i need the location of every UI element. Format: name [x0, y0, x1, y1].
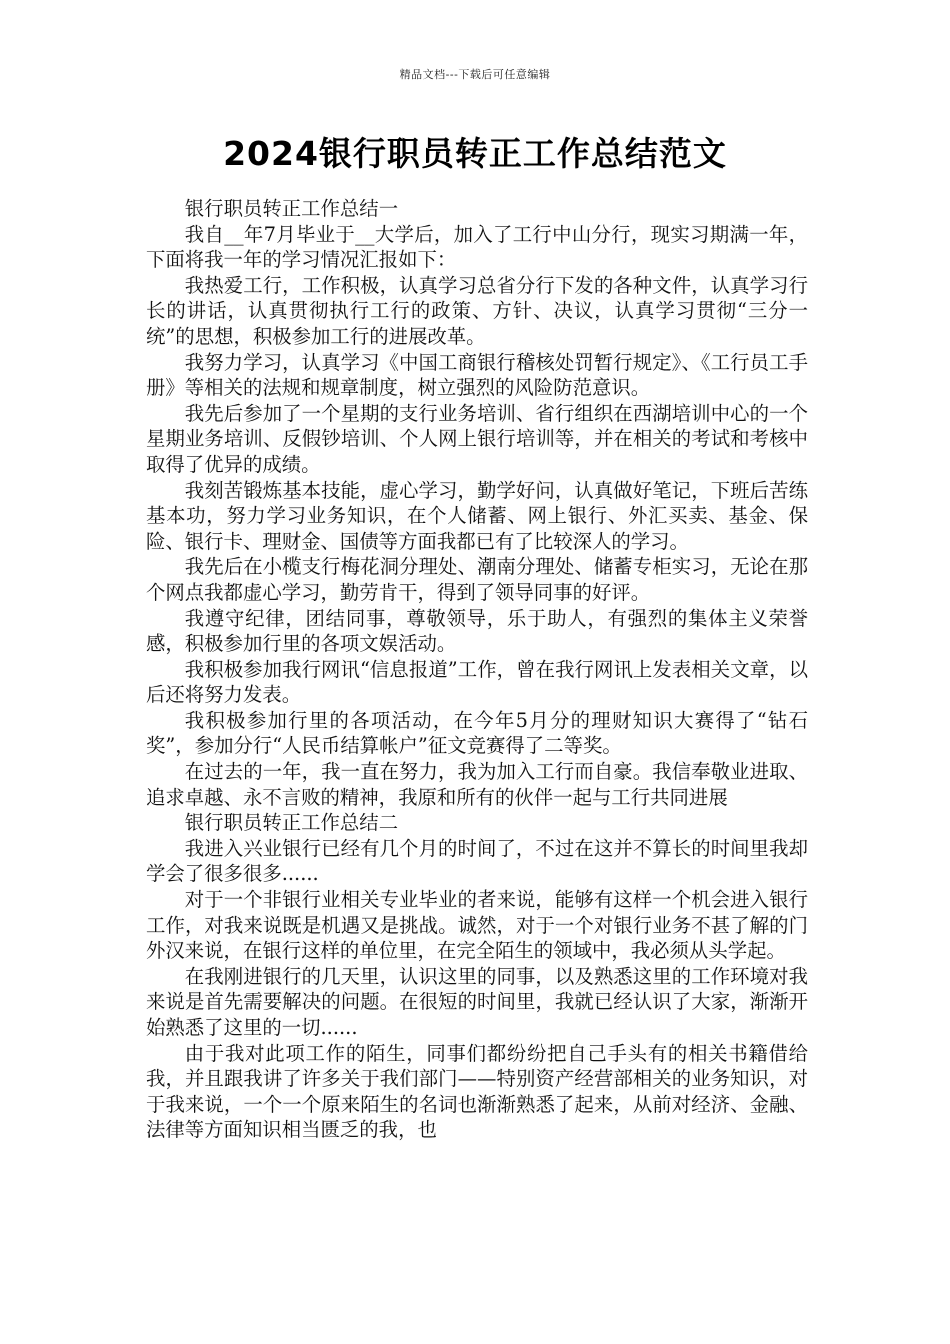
- paragraph: 在我刚进银行的几天里，认识这里的同事，以及熟悉这里的工作环境对我来说是首先需要解决的问题。在很短的时间里，我就已经认识了大家，渐渐开始熟悉了这里的一切......: [146, 964, 808, 1039]
- page-header: 精品文档---下载后可任意编辑: [399, 68, 551, 81]
- paragraph: 我积极参加我行网讯“信息报道”工作，曾在我行网讯上发表相关文章，以后还将努力发表。: [146, 657, 808, 707]
- document-body: [146, 196, 808, 1143]
- section-heading: 银行职员转正工作总结二: [184, 811, 399, 835]
- document-title: 2024银行职员转正工作总结范文: [223, 134, 727, 173]
- paragraph: 对于一个非银行业相关专业毕业的者来说，能够有这样一个机会进入银行工作，对我来说既是机遇又是挑战。诚然，对于一个对银行业务不甚了解的门外汉来说，在银行这样的单位里，在完全陌生的领域中，我必须从头学起。: [146, 888, 808, 963]
- paragraph: 我刻苦锻炼基本技能，虚心学习，勤学好问，认真做好笔记，下班后苦练基本功，努力学习业务知识，在个人储蓄、网上银行、外汇买卖、基金、保险、银行卡、理财金、国债等方面我都已有了比较深人的学习。: [146, 478, 808, 553]
- paragraph: 我先后在小榄支行梅花洞分理处、潮南分理处、储蓄专柜实习，无论在那个网点我都虚心学习，勤劳肯干，得到了领导同事的好评。: [146, 555, 808, 604]
- paragraph: 我努力学习，认真学习《中国工商银行稽核处罚暂行规定》、《工行员工手册》等相关的法规和规章制度，树立强烈的风险防范意识。: [146, 350, 808, 400]
- section-heading: 银行职员转正工作总结一: [184, 197, 399, 220]
- paragraph: 在过去的一年，我一直在努力，我为加入工行而自豪。我信奉敬业进取、追求卓越、永不言败的精神，我原和所有的伙伴一起与工行共同进展: [146, 760, 808, 809]
- paragraph: 我热爱工行，工作积极，认真学习总省分行下发的各种文件，认真学习行长的讲话，认真贯彻执行工行的政策、方针、决议，认真学习贯彻“三分一统”的思想，积极参加工行的进展改革。: [146, 273, 808, 348]
- paragraph: 我自__年7月毕业于__大学后，加入了工行中山分行，现实习期满一年，下面将我一年的学习情况汇报如下：: [146, 222, 808, 272]
- paragraph: 我先后参加了一个星期的支行业务培训、省行组织在西湖培训中心的一个星期业务培训、反假钞培训、个人网上银行培训等，并在相关的考试和考核中取得了优异的成绩。: [146, 401, 808, 476]
- paragraph: 我积极参加行里的各项活动，在今年5月分的理财知识大赛得了“钻石奖”，参加分行“人民币结算帐户”征文竞赛得了二等奖。: [146, 708, 808, 758]
- paragraph: 由于我对此项工作的陌生，同事们都纷纷把自己手头有的相关书籍借给我，并且跟我讲了许多关于我们部门——特别资产经营部相关的业务知识，对于我来说，一个一个原来陌生的名词也渐渐熟悉了起来，从前对经济、金融、法律等方面知识相当匮乏的我，也: [146, 1041, 808, 1142]
- paragraph: 我进入兴业银行已经有几个月的时间了，不过在这并不算长的时间里我却学会了很多很多......: [146, 836, 808, 886]
- paragraph: 我遵守纪律，团结同事，尊敬领导，乐于助人，有强烈的集体主义荣誉感，积极参加行里的各项文娱活动。: [146, 606, 808, 656]
